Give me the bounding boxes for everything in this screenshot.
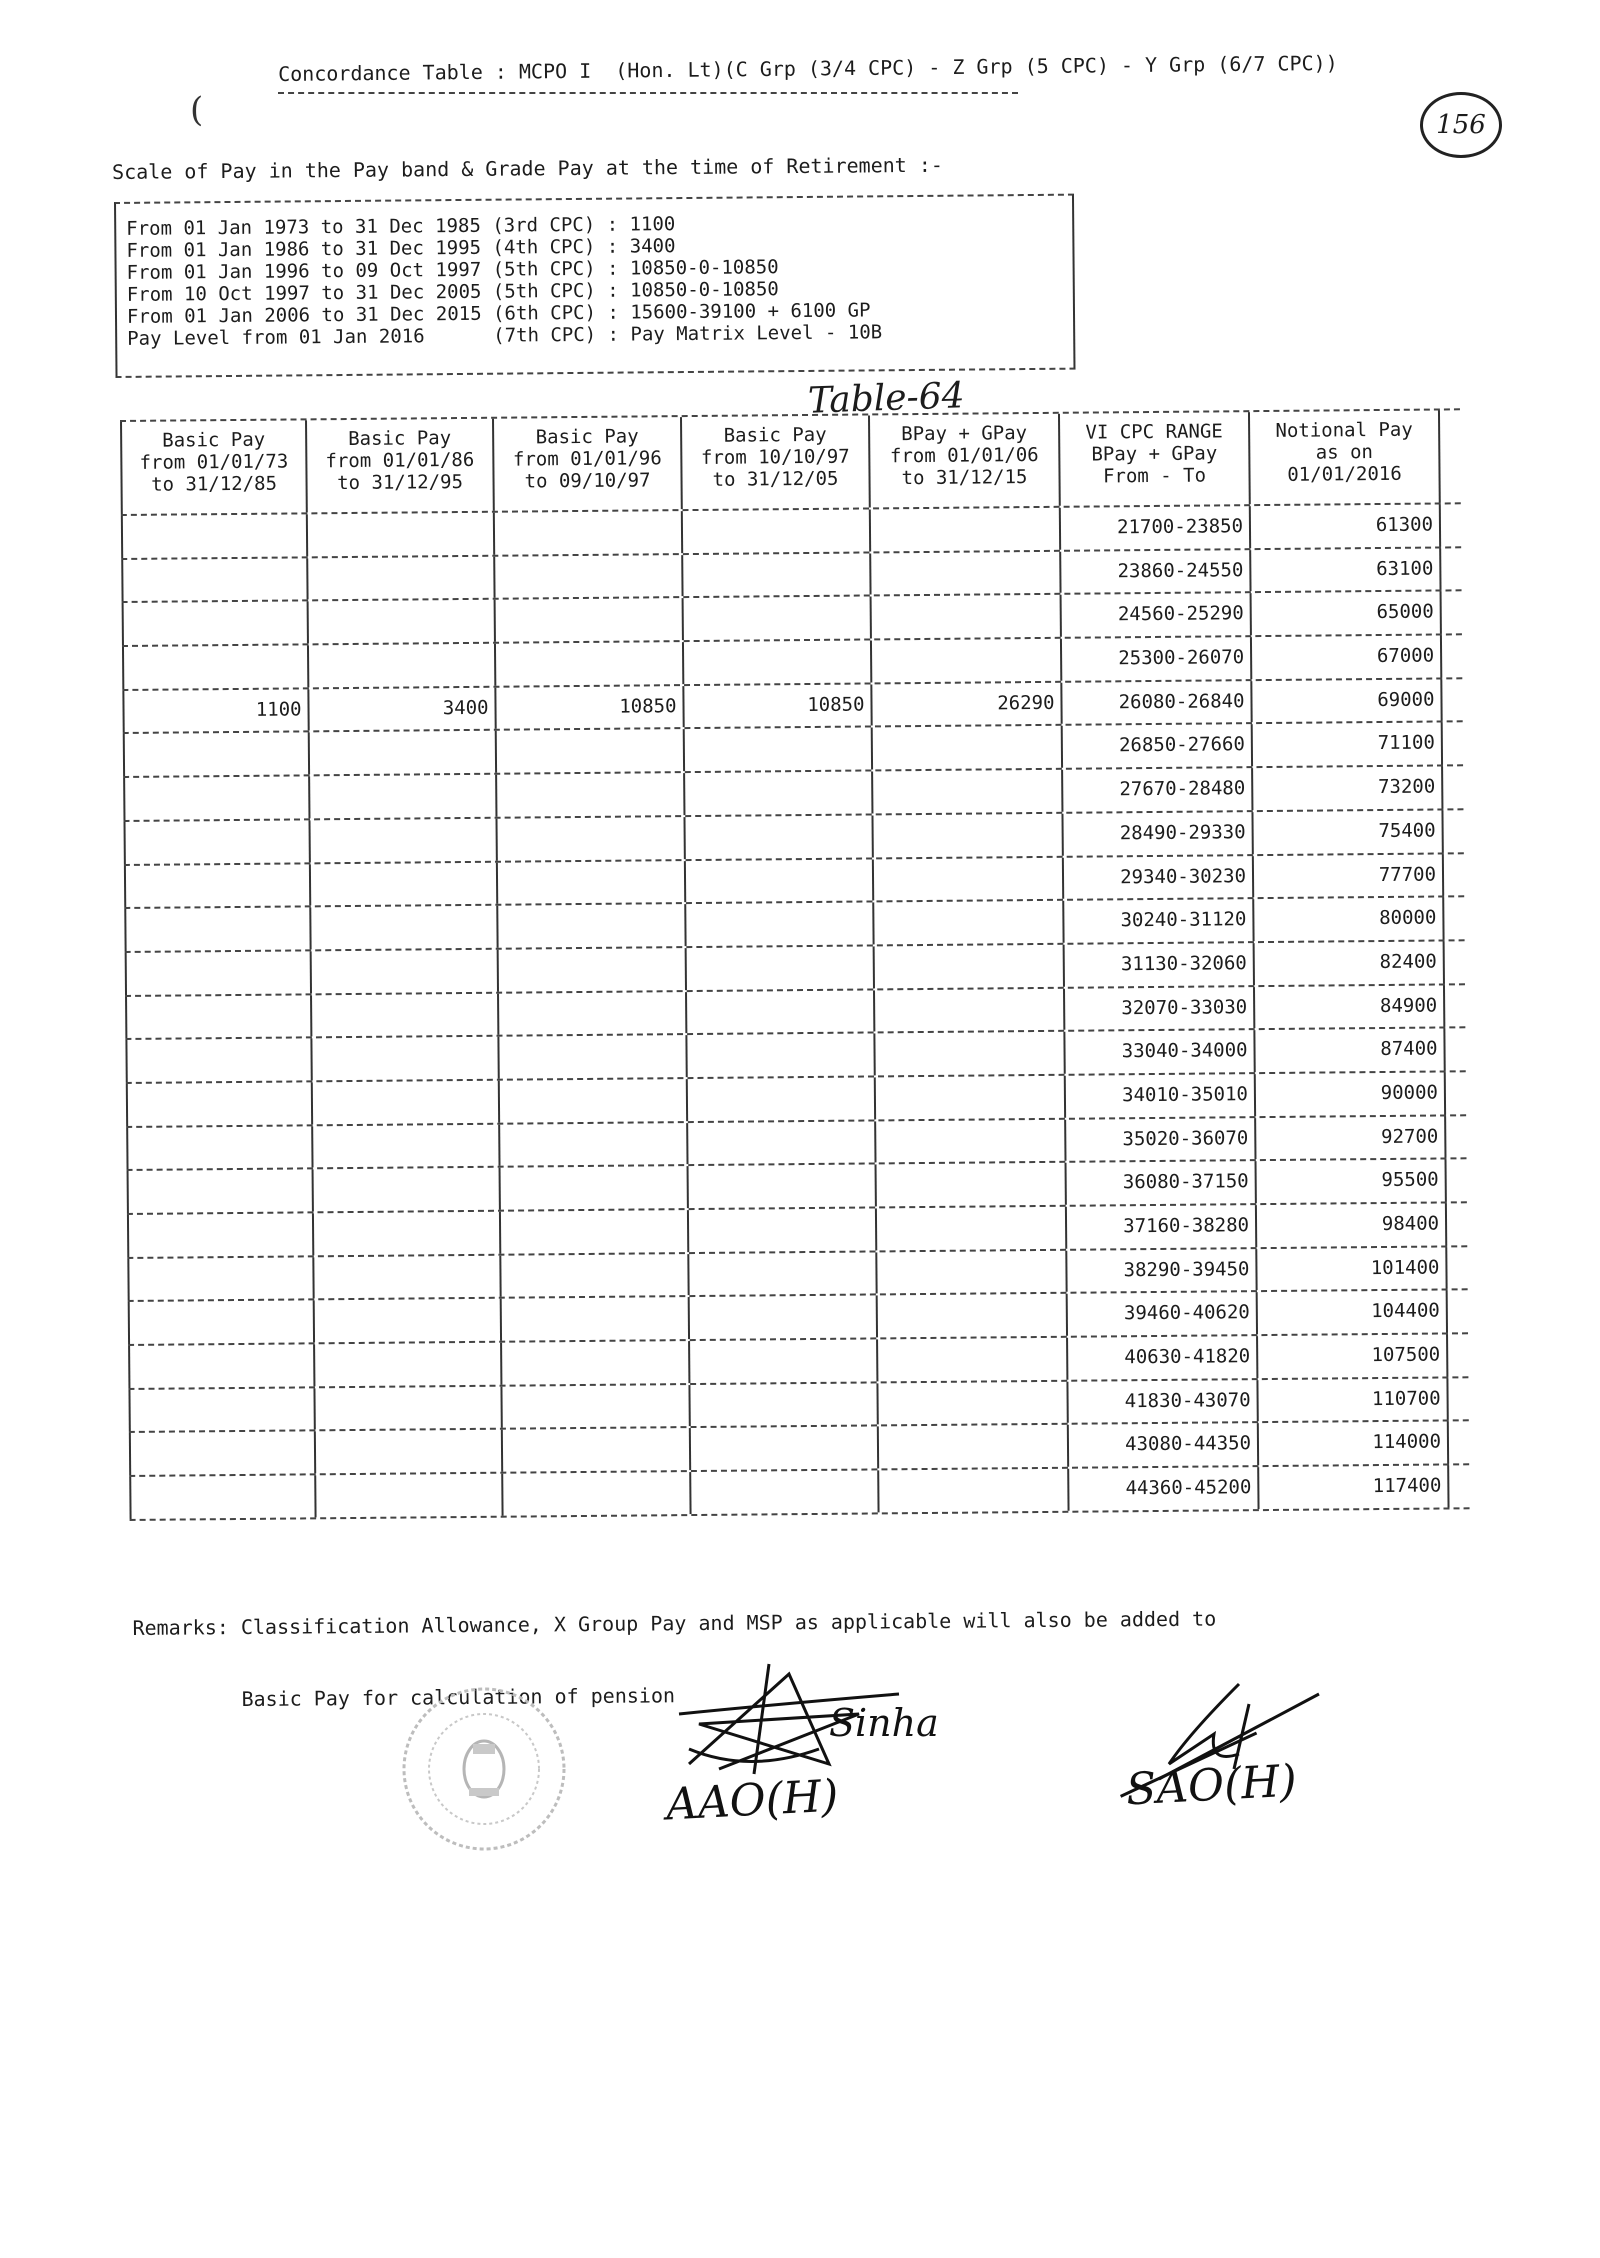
table-cell: 95500 — [1257, 1160, 1447, 1203]
table-cell — [315, 1299, 502, 1342]
scale-heading: Scale of Pay in the Pay band & Grade Pay at the time of Retirement :- — [112, 152, 944, 184]
table-cell — [872, 595, 1062, 638]
table-cell — [690, 1339, 878, 1382]
table-cell — [122, 602, 309, 645]
table-cell: 35020-36070 — [1066, 1118, 1256, 1161]
table-cell — [874, 857, 1064, 900]
table-cell — [871, 508, 1061, 551]
scale-line: From 01 Jan 1973 to 31 Dec 1985 (3rd CPC) : 1100 — [126, 213, 676, 240]
table-cell — [497, 817, 685, 860]
remarks-line: Remarks: Classification Allowance, X Group Pay and MSP as applicable will also be added to — [132, 1606, 1217, 1640]
scale-line: From 10 Oct 1997 to 31 Dec 2005 (5th CPC) : 10850-0-10850 — [126, 278, 779, 306]
table-cell — [502, 1385, 690, 1428]
table-cell — [685, 772, 873, 815]
table-cell: 39460-40620 — [1068, 1292, 1258, 1335]
table-cell — [121, 514, 308, 557]
table-cell: 34010-35010 — [1066, 1074, 1256, 1117]
table-cell — [127, 1213, 314, 1256]
table-cell: 87400 — [1255, 1029, 1445, 1072]
table-cell — [500, 1079, 688, 1122]
scale-line: Pay Level from 01 Jan 2016 (7th CPC) : Pay Matrix Level - 10B — [127, 321, 883, 350]
table-cell — [499, 1035, 687, 1078]
table-cell: 82400 — [1255, 941, 1445, 984]
table-header-row — [120, 408, 1461, 516]
table-cell: 36080-37150 — [1067, 1161, 1257, 1204]
table-cell: 40630-41820 — [1068, 1336, 1258, 1379]
table-cell — [309, 600, 496, 643]
table-cell: 10850 — [496, 686, 684, 729]
document-title: Concordance Table : MCPO I (Hon. Lt)(C Grp (3/4 CPC) - Z Grp (5 CPC) - Y Grp (6/7 CPC)) — [278, 50, 1338, 86]
table-cell — [499, 948, 687, 991]
table-cell — [502, 1341, 690, 1384]
table-cell — [502, 1297, 690, 1340]
table-cell — [123, 733, 310, 776]
table-cell — [689, 1208, 877, 1251]
table-cell — [879, 1469, 1069, 1512]
table-body — [121, 504, 1470, 1520]
table-cell: 25300-26070 — [1062, 637, 1252, 680]
table-cell — [497, 773, 685, 816]
column-header: Basic Pay from 01/01/73 to 31/12/85 — [120, 420, 308, 514]
table-cell — [875, 1032, 1065, 1075]
table-cell — [495, 511, 683, 554]
column-header: Basic Pay from 01/01/96 to 09/10/97 — [494, 417, 683, 511]
table-cell: 3400 — [309, 687, 496, 730]
page-number: 156 — [1420, 92, 1502, 158]
table-cell: 84900 — [1255, 985, 1445, 1028]
table-cell: 30240-31120 — [1064, 899, 1254, 942]
table-cell — [125, 1039, 312, 1082]
table-cell: 101400 — [1257, 1247, 1447, 1290]
table-cell — [688, 1077, 876, 1120]
office-stamp — [380, 1665, 569, 1858]
table-cell — [879, 1425, 1069, 1468]
table-cell — [126, 1126, 313, 1169]
table-cell — [501, 1210, 689, 1253]
table-cell — [127, 1257, 314, 1300]
table-cell — [875, 988, 1065, 1031]
table-cell — [501, 1166, 689, 1209]
table-cell: 71100 — [1253, 723, 1443, 766]
table-cell — [686, 903, 874, 946]
table-cell — [128, 1388, 315, 1431]
table-cell — [500, 1123, 688, 1166]
table-cell — [124, 864, 311, 907]
table-cell: 73200 — [1253, 767, 1443, 810]
table-cell — [124, 908, 311, 951]
table-cell — [128, 1344, 315, 1387]
table-cell: 61300 — [1251, 504, 1441, 547]
table-cell: 107500 — [1258, 1335, 1448, 1378]
table-cell — [129, 1475, 316, 1518]
table-cell — [308, 556, 495, 599]
table-cell: 32070-33030 — [1065, 987, 1255, 1030]
table-cell — [123, 776, 310, 819]
margin-mark: ( — [190, 90, 204, 130]
table-cell — [495, 555, 683, 598]
table-cell — [501, 1254, 689, 1297]
table-cell — [877, 1163, 1067, 1206]
table-cell — [503, 1428, 691, 1471]
table-cell: 67000 — [1252, 636, 1442, 679]
table-cell — [874, 901, 1064, 944]
column-header: Notional Pay as on 01/01/2016 — [1250, 410, 1441, 504]
table-cell — [873, 770, 1063, 813]
table-cell — [877, 1207, 1067, 1250]
table-cell: 92700 — [1256, 1116, 1446, 1159]
table-cell: 27670-28480 — [1063, 768, 1253, 811]
table-cell: 26850-27660 — [1063, 725, 1253, 768]
table-cell — [689, 1252, 877, 1295]
table-cell — [687, 946, 875, 989]
table-cell — [312, 1037, 499, 1080]
table-cell — [684, 641, 872, 684]
table-cell: 26290 — [872, 683, 1062, 726]
table-cell — [310, 731, 497, 774]
table-cell — [315, 1343, 502, 1386]
table-cell — [685, 728, 873, 771]
table-cell: 98400 — [1257, 1203, 1447, 1246]
table-cell — [127, 1170, 314, 1213]
table-cell — [686, 859, 874, 902]
scale-line: From 01 Jan 1996 to 09 Oct 1997 (5th CPC) : 10850-0-10850 — [126, 256, 779, 284]
column-header: VI CPC RANGE BPay + GPay From - To — [1060, 412, 1251, 506]
table-cell — [309, 644, 496, 687]
table-cell — [876, 1119, 1066, 1162]
table-cell — [314, 1168, 501, 1211]
table-cell — [872, 639, 1062, 682]
scale-line: From 01 Jan 2006 to 31 Dec 2015 (6th CPC) : 15600-39100 + 6100 GP — [126, 299, 871, 328]
table-cell: 114000 — [1259, 1422, 1449, 1465]
table-cell — [313, 1081, 500, 1124]
table-cell: 41830-43070 — [1068, 1380, 1258, 1423]
table-cell — [877, 1250, 1067, 1293]
table-cell — [308, 513, 495, 556]
table-cell — [310, 819, 497, 862]
title-underline — [278, 92, 1018, 94]
table-cell — [129, 1432, 316, 1475]
table-cell — [691, 1427, 879, 1470]
table-cell — [311, 862, 498, 905]
table-cell — [683, 553, 871, 596]
table-cell: 43080-44350 — [1069, 1424, 1259, 1467]
table-cell — [876, 1076, 1066, 1119]
table-cell: 1100 — [122, 689, 309, 732]
table-cell — [315, 1386, 502, 1429]
table-cell — [683, 509, 871, 552]
table-cell — [690, 1296, 878, 1339]
table-cell — [498, 861, 686, 904]
table-cell: 80000 — [1254, 898, 1444, 941]
table-cell — [687, 990, 875, 1033]
table-cell: 65000 — [1252, 592, 1442, 635]
table-cell — [687, 1034, 875, 1077]
table-cell — [498, 904, 686, 947]
table-cell: 33040-34000 — [1065, 1030, 1255, 1073]
table-cell — [311, 906, 498, 949]
concordance-table — [120, 408, 1470, 1520]
table-cell — [121, 558, 308, 601]
scale-box — [114, 194, 1075, 378]
column-header: Basic Pay from 01/01/86 to 31/12/95 — [307, 419, 495, 513]
table-cell — [314, 1255, 501, 1298]
table-cell — [310, 775, 497, 818]
table-cell: 31130-32060 — [1065, 943, 1255, 986]
table-cell: 38290-39450 — [1067, 1249, 1257, 1292]
column-header: BPay + GPay from 01/01/06 to 31/12/15 — [870, 414, 1061, 508]
table-cell — [875, 945, 1065, 988]
table-cell: 75400 — [1253, 810, 1443, 853]
table-cell — [878, 1338, 1068, 1381]
table-cell: 28490-29330 — [1063, 812, 1253, 855]
table-cell — [125, 995, 312, 1038]
table-cell — [873, 814, 1063, 857]
table-cell: 77700 — [1254, 854, 1444, 897]
table-cell: 110700 — [1258, 1378, 1448, 1421]
table-cell — [685, 815, 873, 858]
table-cell — [312, 950, 499, 993]
table-cell: 117400 — [1259, 1466, 1449, 1509]
remarks-line: Basic Pay for calculation of pension — [133, 1683, 676, 1712]
table-cell — [313, 1124, 500, 1167]
table-cell: 44360-45200 — [1069, 1467, 1259, 1510]
sao-label: SAO(H) — [1124, 1755, 1298, 1816]
table-cell — [122, 645, 309, 688]
column-header: Basic Pay from 10/10/97 to 31/12/05 — [682, 415, 871, 509]
table-cell: 104400 — [1258, 1291, 1448, 1334]
table-label: Table-64 — [807, 375, 966, 422]
table-cell — [499, 992, 687, 1035]
table-cell: 29340-30230 — [1064, 856, 1254, 899]
table-cell — [316, 1430, 503, 1473]
table-cell — [878, 1294, 1068, 1337]
table-cell: 63100 — [1251, 548, 1441, 591]
aao-label: AAO(H) — [664, 1770, 840, 1831]
table-cell — [497, 730, 685, 773]
table-cell: 69000 — [1252, 679, 1442, 722]
table-cell — [689, 1165, 877, 1208]
table-cell — [503, 1472, 691, 1515]
table-cell — [873, 726, 1063, 769]
table-cell: 26080-26840 — [1062, 681, 1252, 724]
table-cell — [878, 1382, 1068, 1425]
table-cell — [688, 1121, 876, 1164]
table-cell: 90000 — [1256, 1072, 1446, 1115]
table-cell — [690, 1383, 878, 1426]
table-cell — [312, 993, 499, 1036]
table-cell: 37160-38280 — [1067, 1205, 1257, 1248]
table-cell: 10850 — [684, 684, 872, 727]
table-cell — [124, 820, 311, 863]
table-cell — [314, 1212, 501, 1255]
table-cell — [684, 597, 872, 640]
table-cell — [125, 951, 312, 994]
table-cell — [126, 1082, 313, 1125]
signature-text: Sinha — [829, 1701, 940, 1745]
table-cell: 24560-25290 — [1062, 594, 1252, 637]
table-cell — [496, 642, 684, 685]
table-cell — [871, 551, 1061, 594]
table-cell — [691, 1471, 879, 1514]
table-cell — [128, 1301, 315, 1344]
table-cell: 23860-24550 — [1061, 550, 1251, 593]
table-cell — [496, 598, 684, 641]
table-cell: 21700-23850 — [1061, 506, 1251, 549]
table-cell — [316, 1474, 503, 1517]
scale-line: From 01 Jan 1986 to 31 Dec 1995 (4th CPC) : 3400 — [126, 235, 676, 262]
